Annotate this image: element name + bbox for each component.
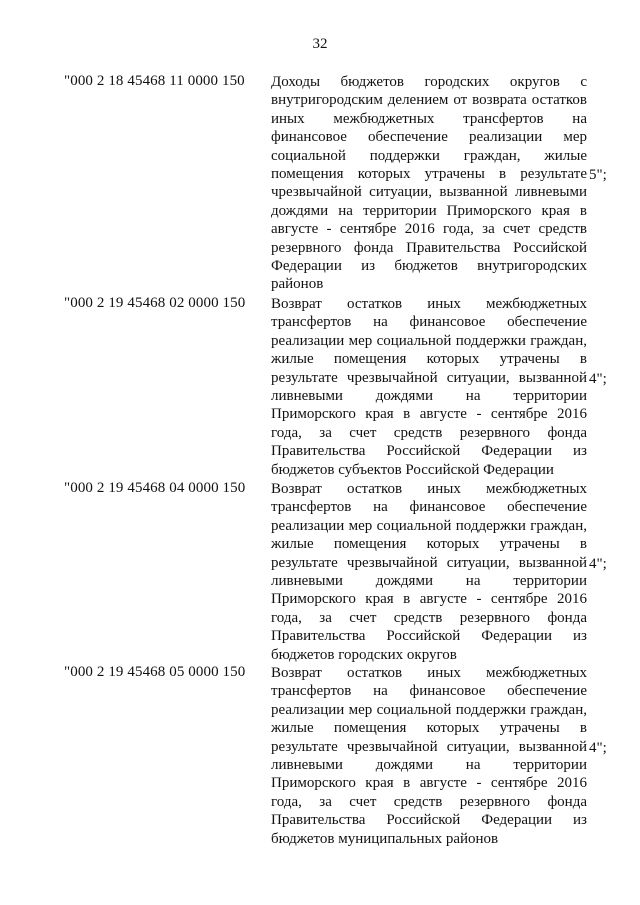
entry-suffix: 4";: [589, 371, 607, 387]
page-number: 32: [312, 36, 328, 52]
entry-description: Возврат остатков иных межбюджетных трансфертов на финансовое обеспечение реализации мер социальной поддержки граждан, жилые помещения которых утрачены в результате чрезвычайной ситуации, вызванной ливневыми дождями на территории Приморского края в августе - сентябре 2016 года, за счет средств резервного фонда Правительства Российской Федерации из бюджетов городских округов: [271, 481, 587, 663]
entry-description: Возврат остатков иных межбюджетных трансфертов на финансовое обеспечение реализации мер социальной поддержки граждан, жилые помещения которых утрачены в результате чрезвычайной ситуации, вызванной ливневыми дождями на территории Приморского края в августе - сентябре 2016 года, за счет средств резервного фонда Правительства Российской Федерации из бюджетов субъектов Российской Федерации: [271, 296, 587, 478]
budget-classification-code: "000 2 18 45468 11 0000 150: [64, 73, 245, 89]
budget-classification-code: "000 2 19 45468 05 0000 150: [64, 664, 246, 680]
budget-classification-code: "000 2 19 45468 02 0000 150: [64, 295, 246, 311]
entry-suffix: 5";: [589, 167, 607, 183]
entry-suffix: 4";: [589, 556, 607, 572]
entry-suffix: 4";: [589, 740, 607, 756]
entry-description: Доходы бюджетов городских округов с внутригородским делением от возврата остатков иных межбюджетных трансфертов на финансовое обеспечение реализации мер социальной поддержки граждан, жилые помещения которых утрачены в результате чрезвычайной ситуации, вызванной ливневыми дождями на территории Приморского края в августе - сентябре 2016 года, за счет средств резервного фонда Правительства Российской Федерации из бюджетов внутригородских районов: [271, 74, 587, 293]
budget-classification-code: "000 2 19 45468 04 0000 150: [64, 480, 246, 496]
entry-description: Возврат остатков иных межбюджетных трансфертов на финансовое обеспечение реализации мер социальной поддержки граждан, жилые помещения которых утрачены в результате чрезвычайной ситуации, вызванной ливневыми дождями на территории Приморского края в августе - сентябре 2016 года, за счет средств резервного фонда Правительства Российской Федерации из бюджетов муниципальных районов: [271, 665, 587, 847]
